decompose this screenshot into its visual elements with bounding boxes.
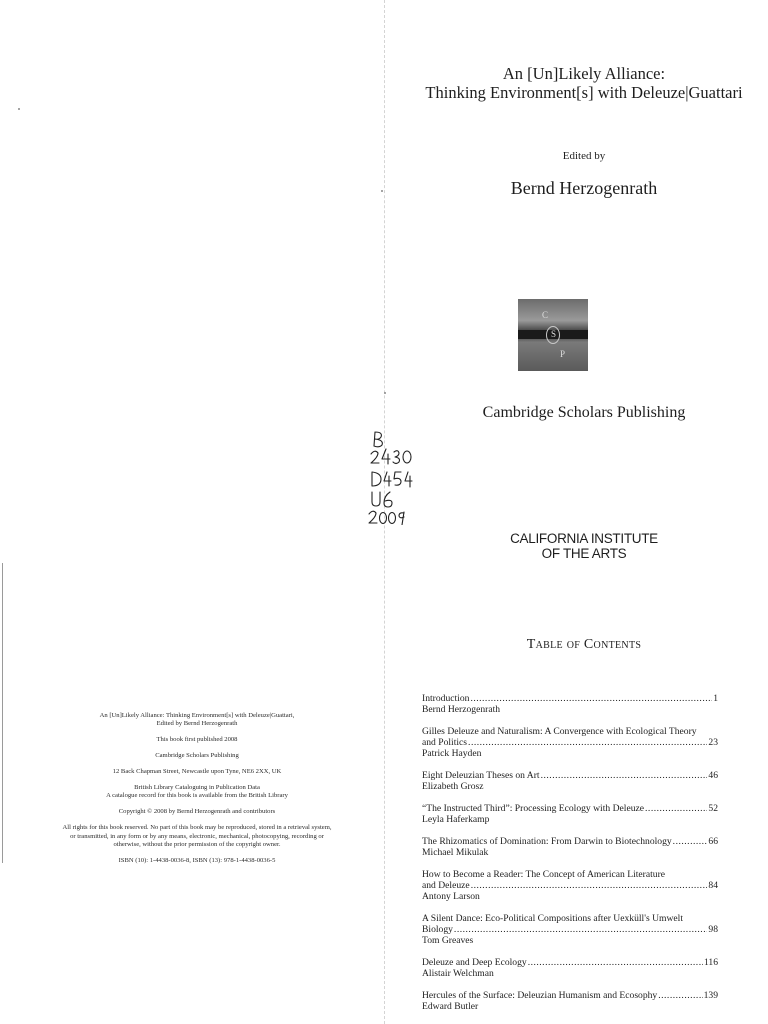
rights-line-3: otherwise, without the prior permission of the copyright owner. <box>113 841 281 849</box>
toc-entry-title-cont: and Politics <box>422 737 468 749</box>
toc-entry-title: Eight Deleuzian Theses on Art <box>422 770 540 782</box>
toc-entry <box>422 770 718 792</box>
toc-entry-page: 139 <box>703 989 718 1001</box>
publisher-address: 12 Back Chapman Street, Newcastle upon Tyne, NE6 2XX, UK <box>112 768 282 776</box>
toc-entry-author: Bernd Herzogenrath <box>422 704 501 716</box>
publisher-logo <box>518 299 588 371</box>
toc-entry <box>422 836 718 858</box>
toc-entry <box>422 726 718 760</box>
cataloguing-note <box>24 784 370 801</box>
library-stamp-line-2: OF THE ARTS <box>541 546 627 561</box>
toc-entry <box>422 957 718 979</box>
toc-heading: Table of Contents <box>526 637 642 652</box>
toc-entry-title: How to Become a Reader: The Concept of American Literature <box>422 868 666 880</box>
logo-letter-p: P <box>560 349 566 359</box>
toc-entry-author: Tom Greaves <box>422 935 474 947</box>
logo-letter-s: S <box>551 329 557 339</box>
toc-entry-author: Leyla Haferkamp <box>422 814 490 826</box>
toc-entry-title: The Rhizomatics of Domination: From Darwin to Biotechnology <box>422 835 672 847</box>
rights-line-2: or transmitted, in any form or by any means, electronic, mechanical, photocopying, recording or <box>70 832 324 840</box>
publisher-name: Cambridge Scholars Publishing <box>482 404 686 421</box>
toc-entry-title-cont: and Deleuze <box>422 879 470 891</box>
copyright-notice: Copyright © 2008 by Bernd Herzogenrath and contributors <box>118 808 276 816</box>
copyright-page <box>24 712 370 873</box>
first-published-note: This book first published 2008 <box>156 736 238 744</box>
rights-line-1: All rights for this book reserved. No part of this book may be reproduced, stored in a retrieval system, <box>62 824 332 832</box>
book-title-line-1: An [Un]Likely Alliance: <box>502 64 666 83</box>
toc-entry-author: Alistair Welchman <box>422 968 494 980</box>
toc-entry-page: 23 <box>708 737 718 749</box>
toc-entry-author: Elizabeth Grosz <box>422 781 484 793</box>
toc-entry <box>422 693 718 715</box>
toc-entry-title-cont: Biology <box>422 924 453 936</box>
toc-entry-title: Gilles Deleuze and Naturalism: A Convergence with Ecological Theory <box>422 725 697 737</box>
copyright-editor: Edited by Bernd Herzogenrath <box>156 720 238 728</box>
handwritten-call-number <box>366 430 456 525</box>
library-stamp <box>400 531 768 561</box>
copyright-book-title: An [Un]Likely Alliance: Thinking Environment[s] with Deleuze|Guattari, <box>99 712 295 719</box>
editor-name: Bernd Herzogenrath <box>510 178 658 198</box>
book-title <box>400 64 768 102</box>
logo-letter-c: C <box>542 310 549 320</box>
toc-entry-page: 52 <box>708 802 718 814</box>
copyright-publisher: Cambridge Scholars Publishing <box>155 752 239 760</box>
scan-speck <box>18 108 20 110</box>
toc-entry-title: Introduction <box>422 693 470 704</box>
table-of-contents <box>422 693 718 1023</box>
toc-entry-title: Hercules of the Surface: Deleuzian Humanism and Ecosophy <box>422 989 658 1001</box>
cataloguing-line-2: A catalogue record for this book is available from the British Library <box>106 792 288 800</box>
copyright-book-info <box>24 712 370 729</box>
toc-entry-author: Antony Larson <box>422 891 480 903</box>
toc-entry <box>422 990 718 1012</box>
edited-by-label: Edited by <box>562 150 606 162</box>
toc-entry-author: Patrick Hayden <box>422 748 482 760</box>
book-title-line-2: Thinking Environment[s] with Deleuze|Guattari <box>425 83 743 102</box>
toc-entry-page: 84 <box>708 879 718 891</box>
toc-entry <box>422 869 718 903</box>
toc-entry <box>422 913 718 947</box>
toc-entry-title: “The Instructed Third”: Processing Ecology with Deleuze <box>422 802 645 814</box>
scan-speck <box>384 392 386 394</box>
toc-entry-page: 116 <box>703 956 718 968</box>
toc-entry-page: 1 <box>713 693 718 704</box>
toc-entry-author: Michael Mikulak <box>422 847 489 859</box>
rights-notice <box>24 824 370 849</box>
library-stamp-line-1: CALIFORNIA INSTITUTE <box>510 531 658 546</box>
toc-entry-author: Edward Butler <box>422 1001 479 1013</box>
isbn: ISBN (10): 1-4438-0036-8, ISBN (13): 978-1-4438-0036-5 <box>118 856 276 864</box>
cataloguing-line-1: British Library Cataloguing in Publication Data <box>134 784 260 792</box>
scan-speck <box>381 190 383 192</box>
toc-entry-page: 46 <box>708 770 718 782</box>
toc-entry-page: 66 <box>708 835 718 847</box>
toc-entry-page: 98 <box>708 924 718 936</box>
toc-entry-title: A Silent Dance: Eco-Political Compositions after Uexküll's Umwelt <box>422 912 683 924</box>
toc-entry-title: Deleuze and Deep Ecology <box>422 956 527 968</box>
page-edge-line <box>2 563 3 863</box>
toc-entry <box>422 803 718 825</box>
